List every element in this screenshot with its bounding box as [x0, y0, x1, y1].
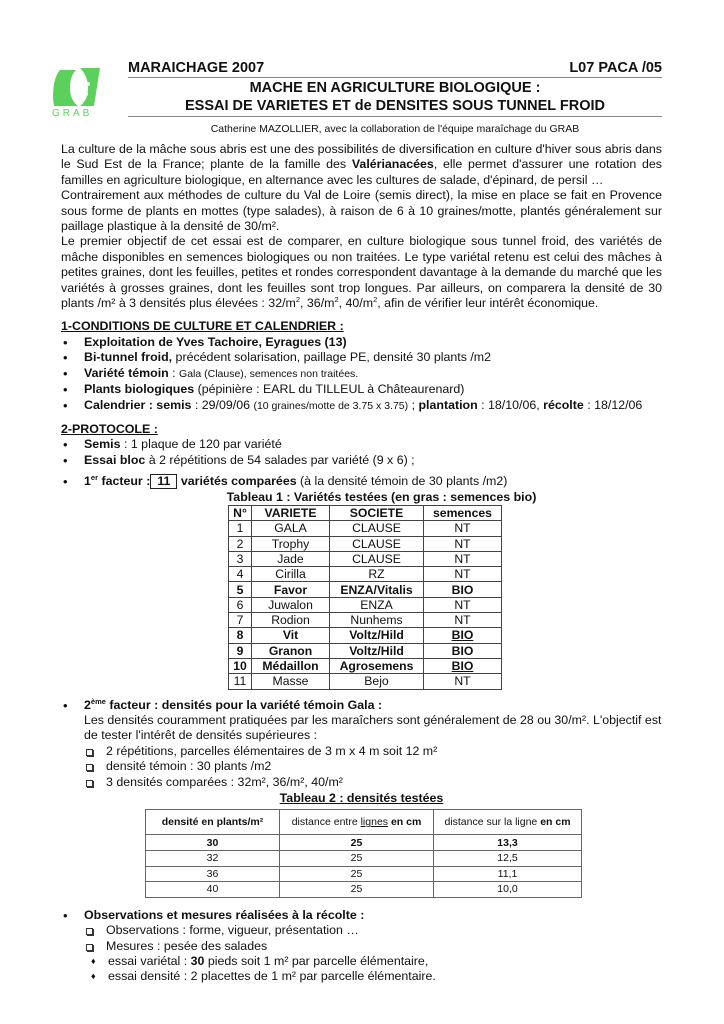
cell-n: 9: [229, 643, 252, 658]
col-header: semences: [424, 505, 502, 520]
table-row: [229, 674, 502, 689]
measures-sublist: [61, 954, 662, 985]
col-header: densité en plants/m²: [146, 810, 280, 835]
cell-n: 7: [229, 613, 252, 628]
list-item-calendar: • Calendrier : semis : 29/09/06 (10 graines/motte de 3.75 x 3.75) ; plantation : 18/10/06, récolte : 18/12/06: [61, 398, 662, 414]
list-item: ♦ essai variétal : 30 pieds soit 1 m² par parcelle élémentaire,: [91, 954, 662, 969]
observations-sublist: [61, 923, 662, 954]
cell-variete: Granon: [252, 643, 330, 658]
cell-societe: ENZA: [330, 597, 424, 612]
cell-n: 3: [229, 551, 252, 566]
title-line-1: MACHE EN AGRICULTURE BIOLOGIQUE :: [249, 80, 541, 96]
list-item: • Exploitation de Yves Tachoire, Eyragues (13): [61, 335, 662, 350]
list-item: • Variété témoin : Gala (Clause), semences non traitées.: [61, 366, 662, 382]
list-item: Observations : forme, vigueur, présentation …: [83, 923, 662, 938]
table-row: [229, 567, 502, 582]
densities-table-body: [146, 835, 582, 897]
cell-semences: NT: [424, 674, 502, 689]
list-item: • Essai bloc à 2 répétitions de 54 salades par variété (9 x 6) ;: [61, 453, 662, 468]
cell-variete: Masse: [252, 674, 330, 689]
cell-n: 11: [229, 674, 252, 689]
cell-semences: NT: [424, 597, 502, 612]
table-row: [146, 850, 582, 866]
cell-semences: NT: [424, 567, 502, 582]
cell-semences: NT: [424, 521, 502, 536]
col-header: SOCIETE: [330, 505, 424, 520]
cell-variete: GALA: [252, 521, 330, 536]
cell-sur: 10,0: [434, 882, 582, 898]
table-row: [229, 597, 502, 612]
densities-table: [145, 809, 582, 897]
header-left: MARAICHAGE 2007: [128, 60, 265, 76]
list-item: Mesures : pesée des salades: [83, 939, 662, 954]
variety-count-box: 11: [150, 474, 177, 489]
cell-societe: Bejo: [330, 674, 424, 689]
intro-paragraph-3: Le premier objectif de cet essai est de comparer, en culture biologique sous tunnel froid, des variétés de mâche disponibles en semences biologiques ou non traitées. Le type variétal retenu est celui des mâches à petites graines, dont les feuilles, petites et rondes correspondent davantage à la demande du marché que les variétés à grosses graines, dont les feuilles sont trop longues. Par ailleurs, on comparera la densité de 30 plants /m² à 3 densités plus élevées : $32/m^2$, $36/m^2$, $40/m^2$, afin de vérifier leur intérêt économique.: [61, 234, 662, 311]
cell-societe: CLAUSE: [330, 536, 424, 551]
cell-variete: Jade: [252, 551, 330, 566]
table-header-row: [146, 810, 582, 835]
cell-societe: ENZA/Vitalis: [330, 582, 424, 597]
cell-societe: Voltz/Hild: [330, 643, 424, 658]
table-row: [229, 521, 502, 536]
cell-entre: 25: [280, 850, 434, 866]
title-line-2: ESSAI DE VARIETES ET de DENSITES SOUS TUNNEL FROID: [184, 98, 606, 114]
cell-densite: 36: [146, 866, 280, 882]
cell-n: 4: [229, 567, 252, 582]
cell-societe: CLAUSE: [330, 551, 424, 566]
factor-2-sublist: [61, 744, 662, 790]
intro-paragraph-2: Contrairement aux méthodes de culture du Val de Loire (semis direct), la mise en place se fait en Provence sous forme de plants en mottes (type salades), à raison de 6 à 10 graines/motte, plantés généralement sur paillage plastique à la densité de 30/m².: [61, 188, 662, 234]
cell-n: 1: [229, 521, 252, 536]
cell-societe: CLAUSE: [330, 521, 424, 536]
logo-text: GRAB: [52, 108, 93, 119]
list-item: 2 répétitions, parcelles élémentaires de 3 m x 4 m soit 12 m²: [83, 744, 662, 759]
cell-variete: Vit: [252, 628, 330, 643]
cell-societe: RZ: [330, 567, 424, 582]
cell-n: 10: [229, 658, 252, 673]
header-right: L07 PACA /05: [569, 60, 662, 76]
section-1-list: [61, 335, 662, 414]
table-row: [229, 658, 502, 673]
cell-n: 8: [229, 628, 252, 643]
list-item: 3 densités comparées : 32m², 36/m², 40/m²: [83, 775, 662, 790]
table-1-caption: Tableau 1 : Variétés testées (en gras : semences bio): [226, 489, 537, 504]
cell-societe: Voltz/Hild: [330, 628, 424, 643]
cell-entre: 25: [280, 866, 434, 882]
page-title: [128, 79, 662, 117]
list-item: • Plants biologiques (pépinière : EARL du TILLEUL à Châteaurenard): [61, 382, 662, 397]
cell-semences: NT: [424, 613, 502, 628]
cell-n: 2: [229, 536, 252, 551]
table-2-caption: Tableau 2 : densités testées: [279, 790, 444, 805]
table-row: [146, 882, 582, 898]
cell-densite: 30: [146, 835, 280, 851]
cell-entre: 25: [280, 882, 434, 898]
cell-sur: 12,5: [434, 850, 582, 866]
cell-variete: Médaillon: [252, 658, 330, 673]
cell-semences: BIO: [424, 582, 502, 597]
cell-variete: Favor: [252, 582, 330, 597]
cell-variete: Juwalon: [252, 597, 330, 612]
cell-n: 6: [229, 597, 252, 612]
document-body: [61, 142, 662, 985]
list-item: • Bi-tunnel froid, précédent solarisation, paillage PE, densité 30 plants /m2: [61, 350, 662, 365]
list-item: • Semis : 1 plaque de 120 par variété: [61, 437, 662, 452]
page-header: [128, 60, 662, 78]
varieties-table: [228, 505, 502, 690]
observations-title: • Observations et mesures réalisées à la récolte :: [61, 908, 662, 923]
table-row: [146, 835, 582, 851]
cell-semences: BIO: [424, 658, 502, 673]
table-row: [146, 866, 582, 882]
table-row: [229, 643, 502, 658]
cell-sur: 11,1: [434, 866, 582, 882]
cell-variete: Rodion: [252, 613, 330, 628]
varieties-table-body: [229, 521, 502, 689]
table-row: [229, 536, 502, 551]
factor-2: • 2ème facteur : densités pour la variété témoin Gala : Les densités couramment pratiquées par les maraîchers sont généralement de 28 ou 30/m². L'objectif est de tester l'intérêt de densités supérieures :: [61, 698, 662, 744]
section-2-title: 2-PROTOCOLE :: [61, 421, 158, 436]
factor-2-description: Les densités couramment pratiquées par les maraîchers sont généralement de 28 ou 30/m². L'objectif est de tester l'intérêt de densités supérieures :: [84, 712, 662, 743]
section-2-list: [61, 437, 662, 489]
cell-densite: 32: [146, 850, 280, 866]
cell-semences: NT: [424, 536, 502, 551]
list-item: ♦ essai densité : 2 placettes de 1 m² par parcelle élémentaire.: [91, 969, 662, 984]
observations-list: [61, 908, 662, 923]
grab-logo-icon: [50, 66, 102, 110]
cell-societe: Agrosemens: [330, 658, 424, 673]
table-row: [229, 613, 502, 628]
table-row: [229, 582, 502, 597]
factor-1: • 1er facteur : 11 variétés comparées (à la densité témoin de 30 plants /m2): [61, 474, 662, 489]
cell-semences: BIO: [424, 643, 502, 658]
cell-societe: Nunhems: [330, 613, 424, 628]
table-row: [229, 628, 502, 643]
cell-entre: 25: [280, 835, 434, 851]
cell-n: 5: [229, 582, 252, 597]
col-header: VARIETE: [252, 505, 330, 520]
col-header: distance sur la ligne en cm: [434, 810, 582, 835]
list-item: densité témoin : 30 plants /m2: [83, 759, 662, 774]
col-header: distance entre lignes en cm: [280, 810, 434, 835]
factor-2-list: [61, 698, 662, 744]
cell-variete: Trophy: [252, 536, 330, 551]
author-line: Catherine MAZOLLIER, avec la collaboration de l'équipe maraîchage du GRAB: [210, 123, 580, 135]
table-row: [229, 551, 502, 566]
cell-densite: 40: [146, 882, 280, 898]
cell-variete: Cirilla: [252, 567, 330, 582]
cell-semences: BIO: [424, 628, 502, 643]
cell-sur: 13,3: [434, 835, 582, 851]
table-header-row: [229, 505, 502, 520]
cell-semences: NT: [424, 551, 502, 566]
col-header: N°: [229, 505, 252, 520]
section-1-title: 1-CONDITIONS DE CULTURE ET CALENDRIER :: [61, 319, 344, 334]
intro-paragraph-1: La culture de la mâche sous abris est une des possibilités de diversification en culture d'hiver sous abris dans le Sud Est de la France; plante de la famille des Valérianacées, elle permet d'assurer une rotation des familles en agriculture biologique, en alternance avec les cultures de salade, d'épinard, de persil …: [61, 142, 662, 187]
